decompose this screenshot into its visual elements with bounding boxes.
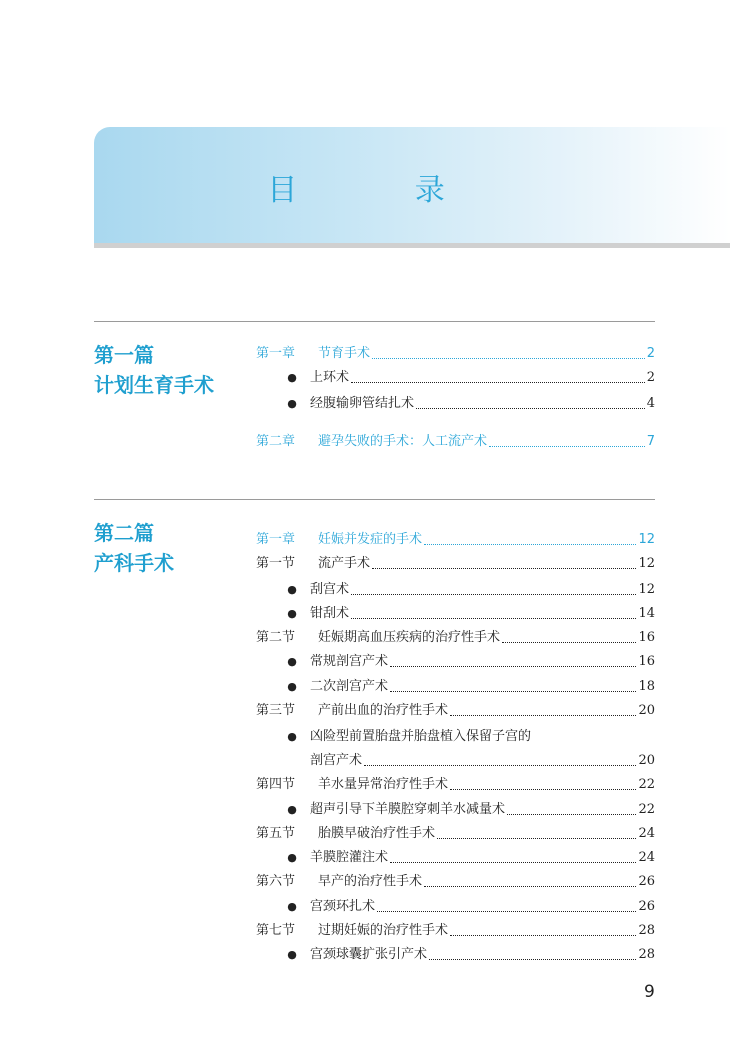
dot-leader [424,885,636,887]
toc-entry-section [256,769,655,793]
toc-entry-label: 节育手术 [318,346,371,361]
toc-entry-page: 26 [638,874,655,889]
toc-entry-bullet [256,574,655,598]
toc-entry-page: 4 [646,396,655,411]
section-number: 第三节 [256,703,296,718]
section-number: 第二节 [256,630,296,645]
toc-entry-page: 16 [638,654,655,669]
toc-entry-page: 20 [638,753,655,768]
chapter-number: 第一章 [256,532,296,547]
divider-part-1 [94,321,655,322]
toc-entry-label: 流产手术 [318,556,371,571]
toc-entry-label: 上环术 [310,370,350,385]
dot-leader [351,617,636,619]
toc-entry-chapter [256,524,655,548]
toc-entry-page: 28 [638,923,655,938]
toc-entry-label: 二次剖宫产术 [310,679,389,694]
toc-entry-page: 14 [638,606,655,621]
toc-entry-page: 18 [638,679,655,694]
toc-entry-page: 16 [638,630,655,645]
bullet-icon: ● [287,851,297,864]
toc-entry-bullet [256,362,655,386]
toc-entry-page: 2 [646,346,655,361]
dot-leader [437,837,636,839]
toc-entry-label: 钳刮术 [310,606,350,621]
toc-entry-section [256,866,655,890]
toc-entry-page: 12 [638,556,655,571]
bullet-icon: ● [287,900,297,913]
toc-entry-bullet [256,939,655,963]
toc-entry-label: 超声引导下羊膜腔穿刺羊水减量术 [310,802,506,817]
divider-part-2 [94,499,655,500]
toc-entry-page: 26 [638,899,655,914]
chapter-number: 第二章 [256,434,296,449]
toc-entry-chapter [256,426,655,450]
toc-entry-label: 产前出血的治疗性手术 [318,703,449,718]
dot-leader [450,788,636,790]
toc-entry-page: 22 [638,802,655,817]
section-number: 第七节 [256,923,296,938]
toc-entry-page: 24 [638,850,655,865]
toc-entry-label: 凶险型前置胎盘并胎盘植入保留子宫的 [310,729,532,744]
toc-entry-bullet [256,388,655,412]
bullet-icon: ● [287,583,297,596]
toc-entry-page: 7 [646,434,655,449]
toc-entry-label: 经腹输卵管结扎术 [310,396,415,411]
bullet-icon: ● [287,607,297,620]
toc-entry-label: 妊娠并发症的手术 [318,532,423,547]
toc-entry-label: 剖宫产术 [310,753,363,768]
toc-entry-label: 常规剖宫产术 [310,654,389,669]
toc-entry-label: 胎膜早破治疗性手术 [318,826,436,841]
bullet-icon: ● [287,655,297,668]
toc-entry-label: 过期妊娠的治疗性手术 [318,923,449,938]
toc-entry-page: 2 [646,370,655,385]
dot-leader [424,543,636,545]
toc-entry-bullet [256,891,655,915]
toc-entry-label: 宫颈环扎术 [310,899,376,914]
bullet-icon: ● [287,730,297,743]
toc-entry-page: 12 [638,582,655,597]
toc-entry-section [256,695,655,719]
bullet-icon: ● [287,680,297,693]
toc-entry-chapter [256,338,655,362]
toc-entry-continuation [256,745,655,769]
toc-entry-bullet [256,842,655,866]
dot-leader [450,934,636,936]
section-number: 第四节 [256,777,296,792]
part-1-number: 第一篇 [94,343,154,367]
dot-leader [372,357,645,359]
page-title: 目 录 [267,173,499,208]
dot-leader [372,567,636,569]
part-2-heading [94,518,174,578]
toc-entry-section [256,622,655,646]
dot-leader [390,690,636,692]
dot-leader [351,593,636,595]
part-2-number: 第二篇 [94,521,154,545]
toc-entry-bullet [256,646,655,670]
bullet-icon: ● [287,371,297,384]
toc-entry-section [256,915,655,939]
toc-entry-section [256,818,655,842]
toc-entry-bullet [256,721,655,745]
bullet-icon: ● [287,803,297,816]
toc-entry-label: 妊娠期高血压疾病的治疗性手术 [318,630,501,645]
section-number: 第六节 [256,874,296,889]
toc-entry-label: 羊膜腔灌注术 [310,850,389,865]
toc-entry-bullet [256,794,655,818]
dot-leader [364,764,636,766]
part-2-title: 产科手术 [94,551,174,575]
part-1-title: 计划生育手术 [94,373,214,397]
toc-entry-page: 24 [638,826,655,841]
title-banner-shadow [94,243,730,248]
toc-entry-page: 20 [638,703,655,718]
toc-entry-bullet [256,671,655,695]
dot-leader [390,861,636,863]
dot-leader [351,381,645,383]
dot-leader [450,714,636,716]
section-number: 第五节 [256,826,296,841]
toc-entry-label: 宫颈球囊扩张引产术 [310,947,428,962]
toc-entry-page: 12 [638,532,655,547]
toc-entry-label: 羊水量异常治疗性手术 [318,777,449,792]
toc-entry-label: 避孕失败的手术：人工流产术 [318,434,488,449]
chapter-number: 第一章 [256,346,296,361]
toc-entry-label: 早产的治疗性手术 [318,874,423,889]
toc-entry-label: 刮宫术 [310,582,350,597]
dot-leader [502,641,636,643]
dot-leader [416,407,645,409]
toc-entry-section [256,548,655,572]
dot-leader [377,910,636,912]
page-number: 9 [644,982,655,1002]
part-1-heading [94,340,214,400]
dot-leader [390,665,636,667]
bullet-icon: ● [287,948,297,961]
section-number: 第一节 [256,556,296,571]
dot-leader [507,813,636,815]
dot-leader [429,958,636,960]
toc-entry-bullet [256,598,655,622]
dot-leader [489,445,645,447]
toc-entry-page: 28 [638,947,655,962]
bullet-icon: ● [287,397,297,410]
toc-entry-page: 22 [638,777,655,792]
